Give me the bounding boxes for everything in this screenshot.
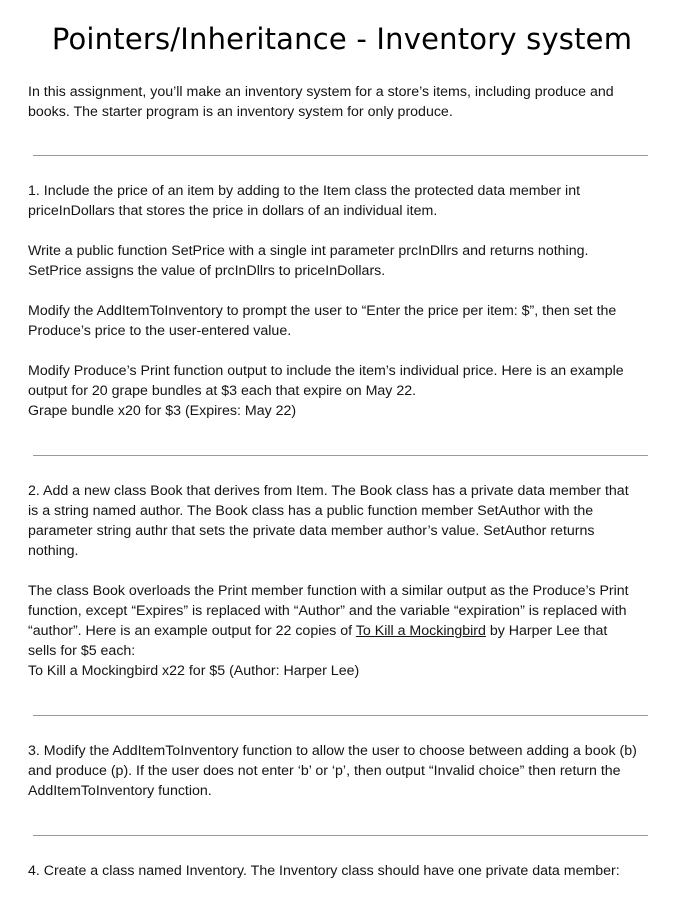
- example-output-line: To Kill a Mockingbird x22 for $5 (Author: Harper Lee): [28, 663, 360, 679]
- section1-paragraph-2: [28, 241, 676, 281]
- section2-paragraph-1: [28, 481, 676, 561]
- section-divider: [33, 715, 648, 716]
- text-line: 4. Create a class named Inventory. The Inventory class should have one private data member:: [28, 863, 620, 879]
- section-divider: [33, 835, 648, 836]
- text-line: [28, 621, 676, 641]
- book-title-underlined: To Kill a Mockingbird: [355, 623, 486, 639]
- text-line: The class Book overloads the Print member function with a similar output as the Produce’s Print: [28, 583, 629, 599]
- text-line: sells for $5 each:: [28, 643, 136, 659]
- text-line: 3. Modify the AddItemToInventory function to allow the user to choose between adding a book (b): [28, 743, 637, 759]
- text-line: AddItemToInventory function.: [28, 783, 212, 799]
- section-divider: [33, 455, 648, 456]
- text-line: 1. Include the price of an item by adding to the Item class the protected data member int: [28, 183, 581, 199]
- text-line: In this assignment, you’ll make an inventory system for a store’s items, including produce and: [28, 84, 614, 100]
- text-line: books. The starter program is an inventory system for only produce.: [28, 104, 453, 120]
- text-fragment: by Harper Lee that: [485, 623, 608, 639]
- text-line: Write a public function SetPrice with a single int parameter prcInDllrs and returns nothing.: [28, 243, 589, 259]
- text-fragment: “author”. Here is an example output for 22 copies of: [28, 623, 356, 639]
- text-line: output for 20 grape bundles at $3 each that expire on May 22.: [28, 383, 417, 399]
- text-line: SetPrice assigns the value of prcInDllrs to priceInDollars.: [28, 263, 386, 279]
- section3-paragraph: [28, 741, 676, 801]
- text-line: Modify Produce’s Print function output to include the item’s individual price. Here is an example: [28, 363, 624, 379]
- text-line: is a string named author. The Book class has a public function member SetAuthor with the: [28, 503, 594, 519]
- section2-paragraph-2: [28, 581, 676, 681]
- section1-paragraph-4: [28, 361, 676, 421]
- section1-paragraph-1: [28, 181, 676, 221]
- text-line: priceInDollars that stores the price in dollars of an individual item.: [28, 203, 438, 219]
- text-line: and produce (p). If the user does not enter ‘b’ or ‘p’, then output “Invalid choice” then return the: [28, 763, 621, 779]
- text-line: 2. Add a new class Book that derives from Item. The Book class has a private data member that: [28, 483, 629, 499]
- text-line: nothing.: [28, 543, 79, 559]
- intro-paragraph: [28, 82, 676, 122]
- text-line: parameter string authr that sets the private data member author’s value. SetAuthor returns: [28, 523, 595, 539]
- example-output-line: Grape bundle x20 for $3 (Expires: May 22): [28, 403, 297, 419]
- section1-paragraph-3: [28, 301, 676, 341]
- document-title: Pointers/Inheritance - Inventory system: [51, 22, 633, 56]
- text-line: function, except “Expires” is replaced with “Author” and the variable “expiration” is replaced with: [28, 603, 627, 619]
- text-line: Modify the AddItemToInventory to prompt the user to “Enter the price per item: $”, then set the: [28, 303, 617, 319]
- section4-paragraph: [28, 861, 676, 881]
- text-line: Produce’s price to the user-entered value.: [28, 323, 292, 339]
- section-divider: [33, 155, 648, 156]
